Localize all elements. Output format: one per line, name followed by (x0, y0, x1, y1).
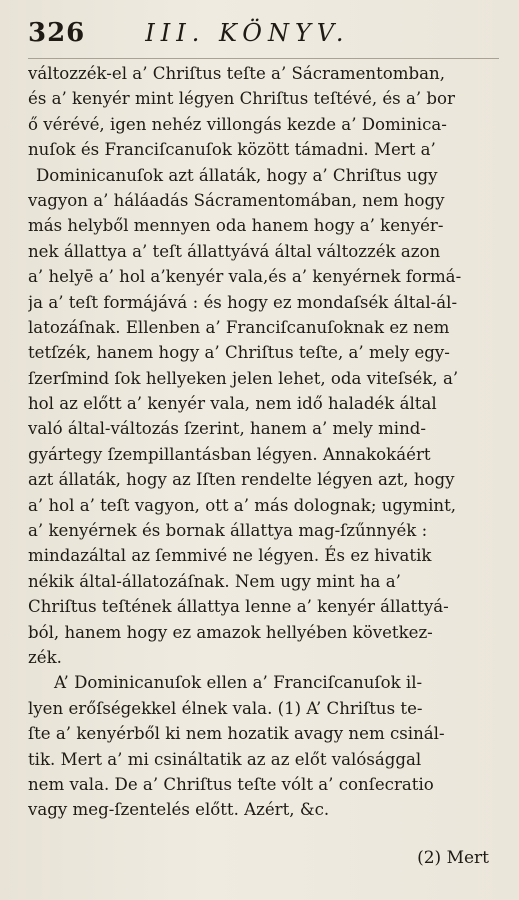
text-line: változzék-el a’ Chriſtus teſte a’ Sácramentomban, (28, 64, 445, 83)
text-line: tetſzék, hanem hogy a’ Chriſtus teſte, a’ mely egy- (28, 343, 450, 363)
catchword: (2) Mert (417, 848, 489, 868)
text-line: vagyon a’ háláadás Sácramentomában, nem hogy (28, 190, 445, 210)
text-line: ſte a’ kenyérből ki nem hozatik avagy nem csinál- (28, 724, 445, 744)
text-line: nuſok és Franciſcanuſok között támadni. Mert a’ (28, 140, 436, 160)
text-line: vagy meg-ſzentelés előtt. Azért, &c. (28, 800, 330, 820)
body-text (28, 61, 499, 823)
text-line: azt állaták, hogy az Iſten rendelte légyen azt, hogy (28, 470, 455, 490)
text-line: ſzerſmind ſok hellyeken jelen lehet, oda viteſsék, a’ (28, 368, 459, 388)
text-line: és a’ kenyér mint légyen Chriſtus teſtévé, és a’ bor (28, 89, 455, 109)
text-line: A’ Dominicanuſok ellen a’ Franciſcanuſok il- (54, 673, 423, 693)
page-header (28, 18, 499, 59)
text-line: ja a’ teſt formájává : és hogy ez mondaſsék által-ál- (28, 292, 458, 312)
running-title: III. KÖNYV. (145, 19, 350, 47)
text-line: gyártegy ſzempillantásban légyen. Annakokáért (28, 444, 431, 464)
text-line: ból, hanem hogy ez amazok hellyében következ- (28, 622, 433, 642)
text-line: más helyből mennyen oda hanem hogy a’ kenyér- (28, 216, 444, 236)
text-line: hol az előtt a’ kenyér vala, nem idő haladék által (28, 394, 437, 414)
text-line: a’ hol a’ teſt vagyon, ott a’ más dolognak; ugymint, (28, 495, 457, 515)
text-line: latozáſnak. Ellenben a’ Franciſcanuſoknak ez nem (28, 317, 450, 337)
text-line: a’ kenyérnek és bornak állattya mag-ſzűnnyék : (28, 521, 428, 541)
text-line: Dominicanuſok azt állaták, hogy a’ Chriſtus ugy (36, 165, 438, 185)
text-line: zék. (28, 647, 62, 667)
text-line: lyen erőſségekkel élnek vala. (1) A’ Chriſtus te- (28, 698, 423, 718)
text-line: nem vala. De a’ Chriſtus teſte vólt a’ conſecratio (28, 774, 434, 794)
text-line: ő vérévé, igen nehéz villongás kezde a’ Dominica- (28, 114, 447, 134)
text-line: nek állattya a’ teſt állattyává által változzék azon (28, 241, 441, 261)
text-line: tik. Mert a’ mi csináltatik az az előt valósággal (28, 749, 422, 769)
text-line: való által-változás ſzerint, hanem a’ mely mind- (28, 419, 427, 439)
page-number: 326 (28, 18, 86, 48)
text-line: mindazáltal az ſemmivé ne légyen. És ez hivatik (28, 546, 432, 566)
text-line: a’ helyē a’ hol a’kenyér vala,és a’ kenyérnek formá- (28, 267, 462, 287)
text-line: Chriſtus teſtének állattya lenne a’ kenyér állattyá- (28, 597, 449, 617)
text-line: nékik által-állatozáſnak. Nem ugy mint ha a’ (28, 571, 401, 591)
